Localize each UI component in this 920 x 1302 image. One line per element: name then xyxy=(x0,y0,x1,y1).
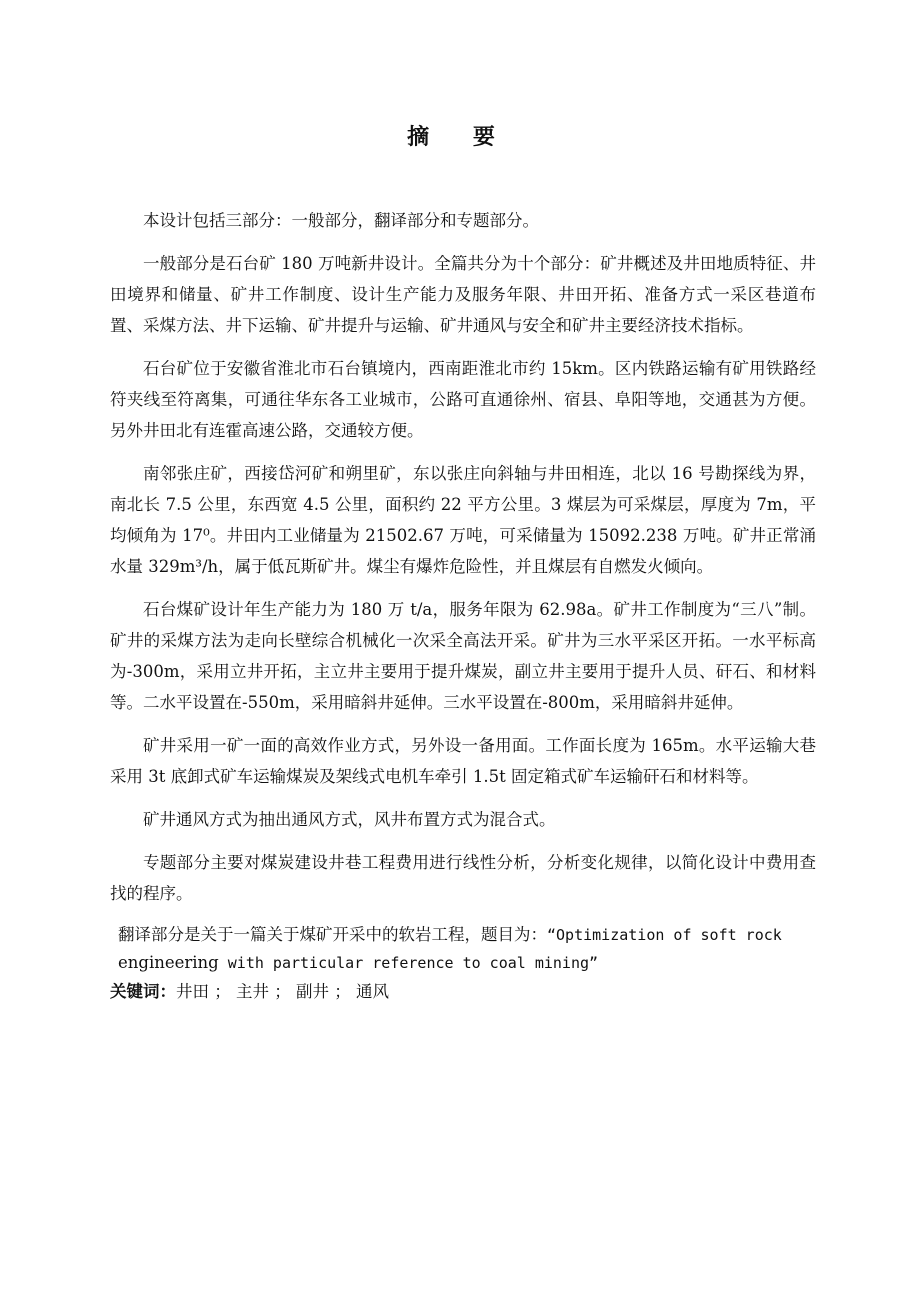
translation-title-part3: with particular reference to coal mining” xyxy=(218,954,599,972)
paragraph-operation: 矿井采用一矿一面的高效作业方式，另外设一备用面。工作面长度为 165m。水平运输大巷采用 3t 底卸式矿车运输煤炭及架线式电机车牵引 1.5t 固定箱式矿车运输矸石和材料等。 xyxy=(110,736,816,786)
translation-title-part2: engineering xyxy=(118,953,219,972)
keywords-line xyxy=(110,977,816,1007)
translation-intro: 翻译部分是关于一篇关于煤矿开采中的软岩工程，题目为： xyxy=(118,925,547,944)
keywords-label: 关键词： xyxy=(110,982,176,1001)
translation-title-part1: “Optimization of soft rock xyxy=(547,926,782,944)
paragraph-ventilation: 矿井通风方式为抽出通风方式，风井布置方式为混合式。 xyxy=(143,810,556,829)
abstract-body xyxy=(110,205,816,1007)
paragraph-capacity: 石台煤矿设计年生产能力为 180 万 t/a，服务年限为 62.98a。矿井工作制度为“三八”制。矿井的采煤方法为走向长壁综合机械化一次采全高法开采。矿井为三水平采区开拓。一水平标高为-300m，采用立井开拓，主立井主要用于提升煤炭，副立井主要用于提升人员、矸石、和材料等。二水平设置在-550m，采用暗斜井延伸。三水平设置在-800m，采用暗斜井延伸。 xyxy=(110,600,816,712)
page-title: 摘 要 xyxy=(407,125,513,150)
keywords-value: 井田 ； 主井 ； 副井 ； 通风 xyxy=(176,982,389,1001)
paragraph-boundary: 南邻张庄矿，西接岱河矿和朔里矿，东以张庄向斜轴与井田相连，北以 16 号勘探线为界，南北长 7.5 公里，东西宽 4.5 公里，面积约 22 平方公里。3 煤层为可采煤层，厚度为 7m，平均倾角为 17⁰。井田内工业储量为 21502.67 万吨，可采储量为 15092.238 万吨。矿井正常涌水量 329m³/h，属于低瓦斯矿井。煤尘有爆炸危险性，并且煤层有自燃发火倾向。 xyxy=(110,464,816,576)
paragraph-special-topic: 专题部分主要对煤炭建设井巷工程费用进行线性分析，分析变化规律，以简化设计中费用查找的程序。 xyxy=(110,853,816,903)
paragraph-intro: 本设计包括三部分：一般部分，翻译部分和专题部分。 xyxy=(143,211,539,230)
paragraph-location: 石台矿位于安徽省淮北市石台镇境内，西南距淮北市约 15km。区内铁路运输有矿用铁路经符夹线至符离集，可通往华东各工业城市，公路可直通徐州、宿县、阜阳等地，交通甚为方便。另外井田北有连霍高速公路，交通较方便。 xyxy=(110,359,816,440)
paragraph-translation xyxy=(110,921,816,977)
paragraph-general: 一般部分是石台矿 180 万吨新井设计。全篇共分为十个部分：矿井概述及井田地质特征、井田境界和储量、矿井工作制度、设计生产能力及服务年限、井田开拓、准备方式一采区巷道布置、采煤方法、井下运输、矿井提升与运输、矿井通风与安全和矿井主要经济技术指标。 xyxy=(110,254,816,335)
